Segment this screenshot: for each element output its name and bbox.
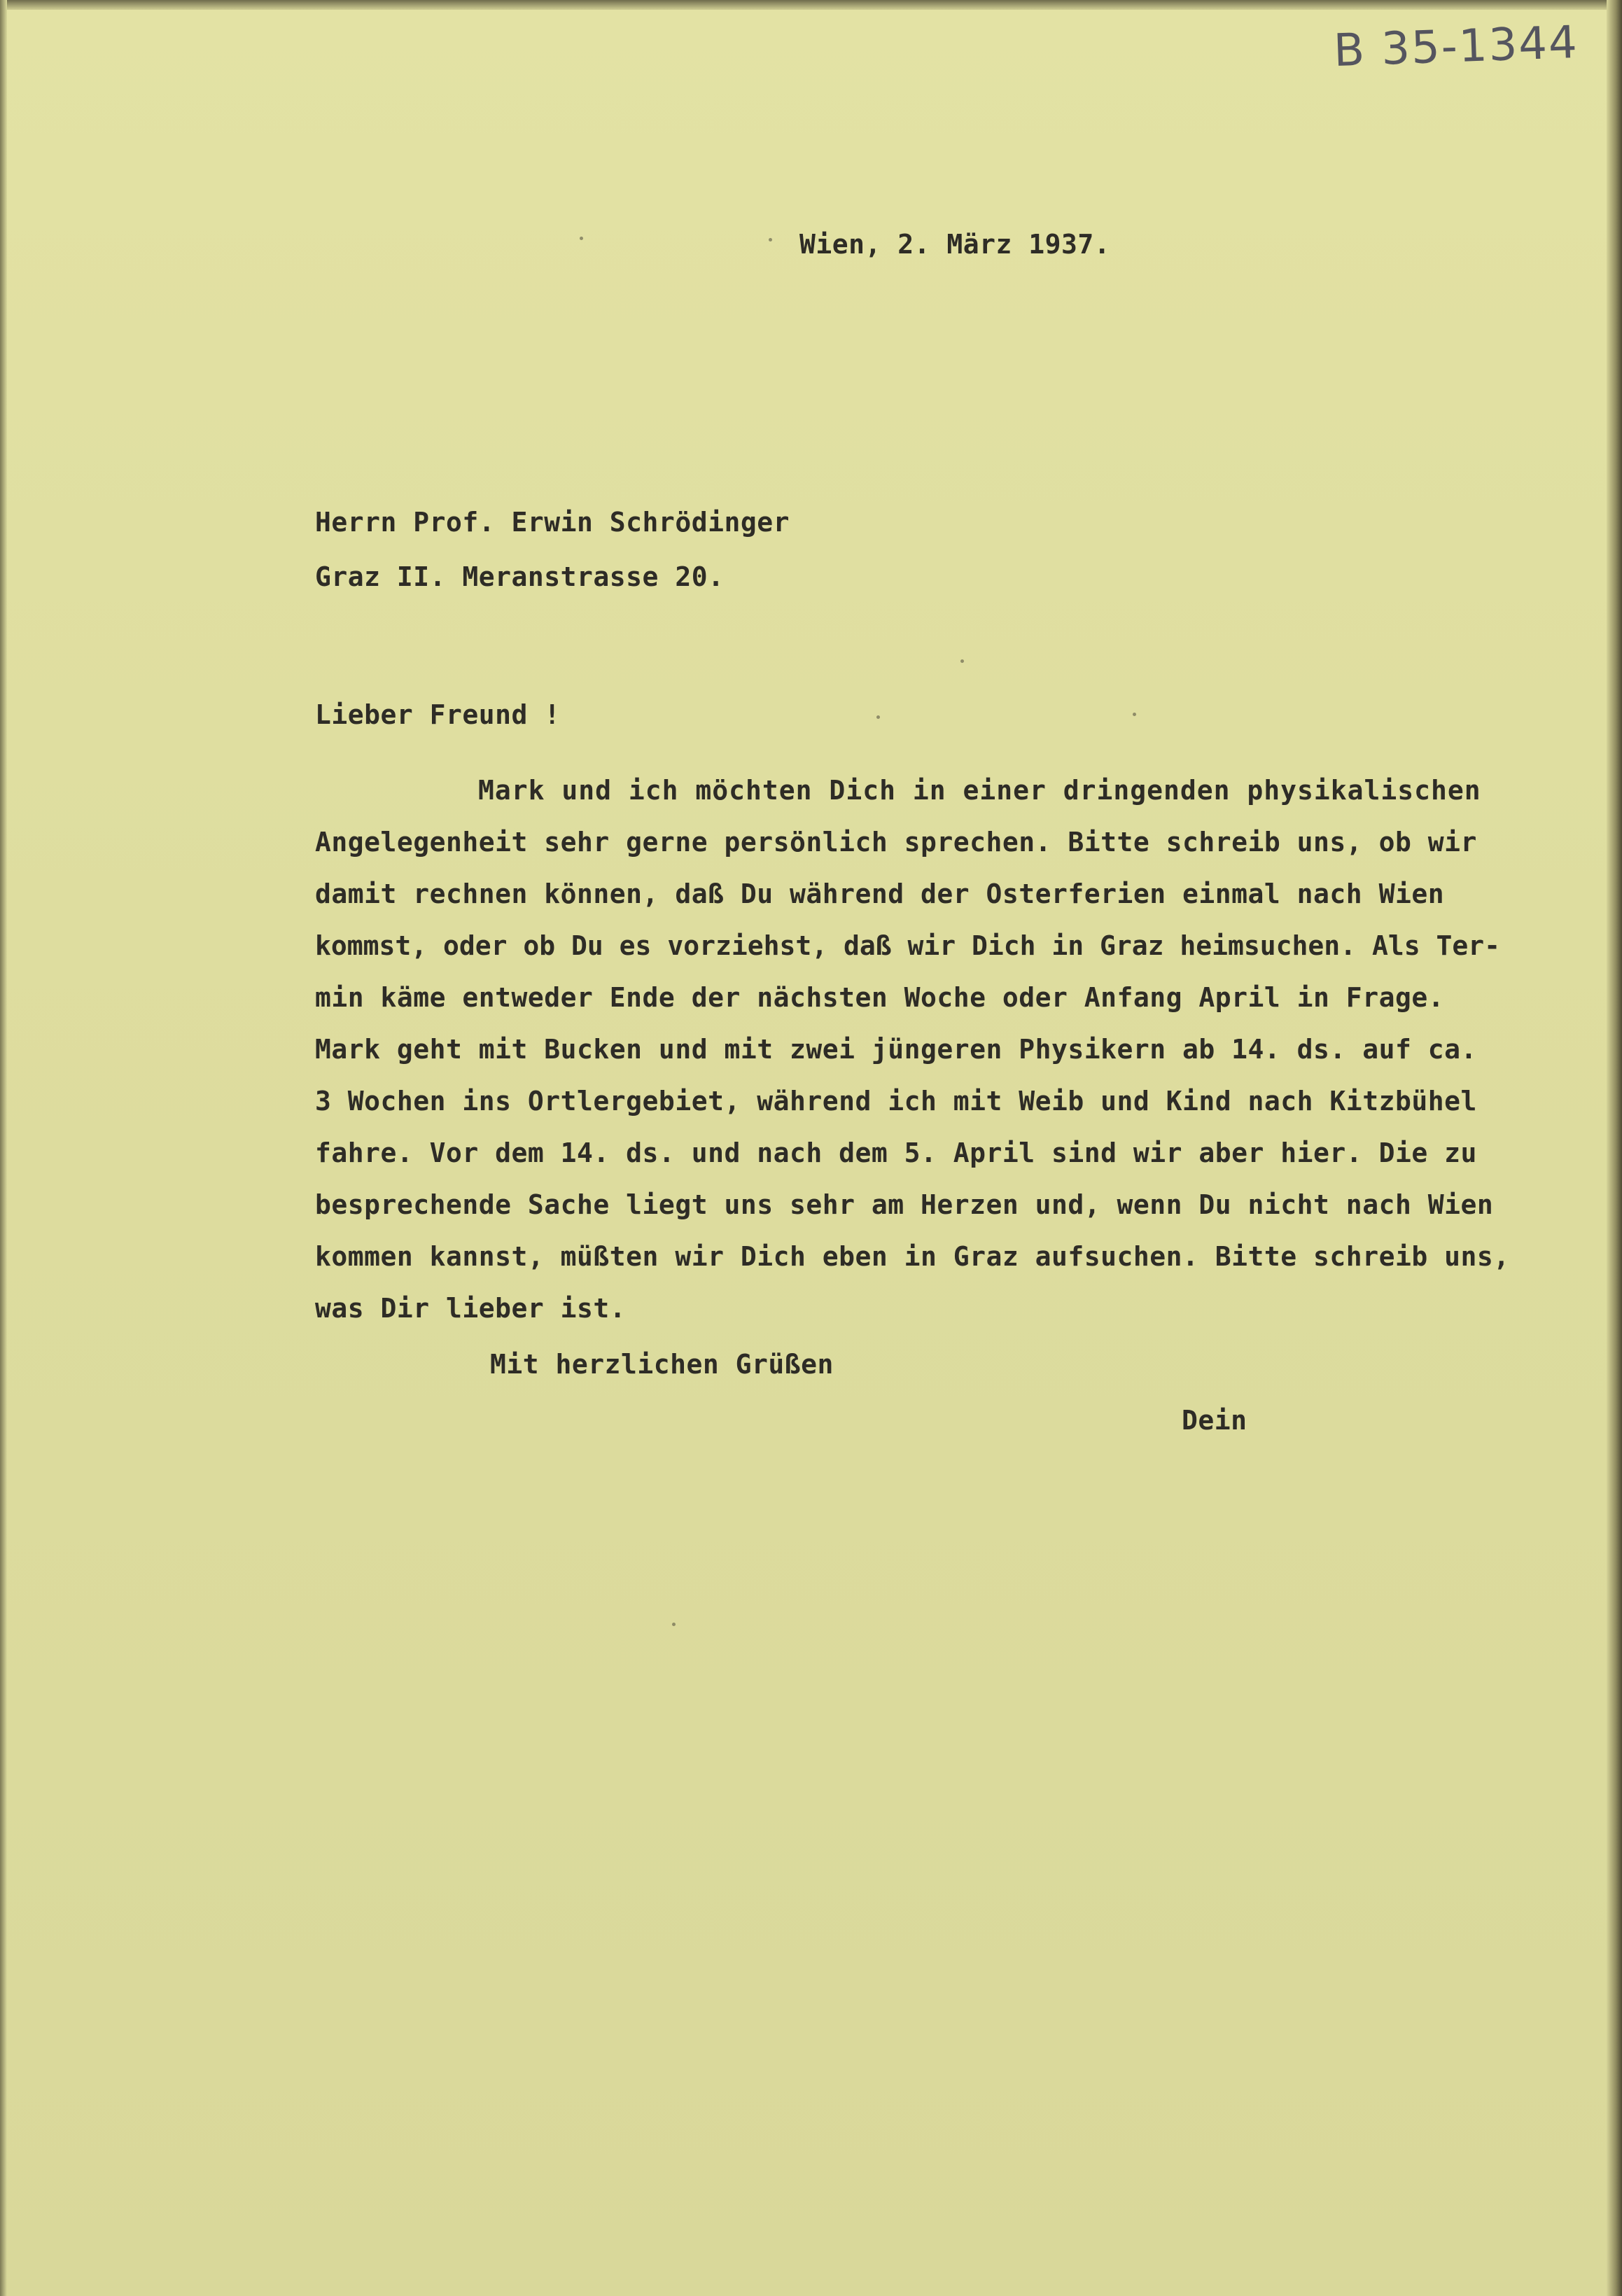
recipient-name: Herrn Prof. Erwin Schrödinger [315, 507, 790, 538]
paper-speck [580, 237, 583, 240]
body-line: fahre. Vor dem 14. ds. und nach dem 5. April sind wir aber hier. Die zu [315, 1138, 1477, 1168]
recipient-address: Graz II. Meranstrasse 20. [315, 561, 725, 592]
page-top-edge [0, 0, 1622, 10]
body-line: besprechende Sache liegt uns sehr am Herzen und, wenn Du nicht nach Wien [315, 1189, 1494, 1220]
paper-speck [1133, 713, 1136, 716]
date-line: Wien, 2. März 1937. [799, 229, 1111, 260]
body-line: Angelegenheit sehr gerne persönlich sprechen. Bitte schreib uns, ob wir [315, 827, 1477, 858]
salutation: Lieber Freund ! [315, 699, 561, 730]
paper-speck [960, 659, 964, 663]
paper-speck [672, 1623, 676, 1626]
body-line: min käme entweder Ende der nächsten Woche oder Anfang April in Frage. [315, 982, 1445, 1013]
body-line: Mark und ich möchten Dich in einer dringenden physikalischen [478, 775, 1481, 806]
body-line: kommen kannst, müßten wir Dich eben in Graz aufsuchen. Bitte schreib uns, [315, 1241, 1510, 1272]
body-line: damit rechnen können, daß Du während der Osterferien einmal nach Wien [315, 878, 1445, 909]
body-line: 3 Wochen ins Ortlergebiet, während ich mit Weib und Kind nach Kitzbühel [315, 1086, 1477, 1116]
body-line: was Dir lieber ist. [315, 1293, 627, 1324]
body-line: kommst, oder ob Du es vorziehst, daß wir Dich in Graz heimsuchen. Als Ter- [315, 930, 1500, 961]
page-left-edge [0, 0, 7, 2296]
closing-line: Mit herzlichen Grüßen [490, 1349, 834, 1380]
body-line: Mark geht mit Bucken und mit zwei jüngeren Physikern ab 14. ds. auf ca. [315, 1034, 1477, 1065]
paper-speck [876, 715, 880, 719]
paper-speck [769, 238, 772, 241]
page-right-edge [1607, 0, 1622, 2296]
signoff-line: Dein [1182, 1405, 1247, 1436]
archive-reference-mark: B 35-1344 [1332, 16, 1579, 78]
